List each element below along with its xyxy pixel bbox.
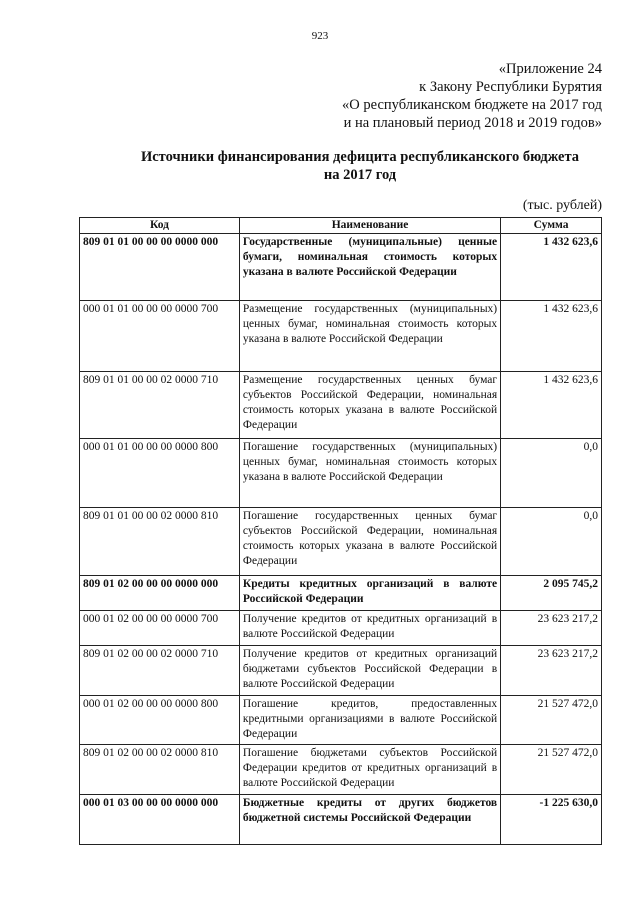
table-row — [80, 234, 602, 301]
row-code: 000 01 02 00 00 00 0000 700 — [80, 611, 240, 646]
row-sum: 1 432 623,6 — [501, 372, 602, 439]
row-sum: 23 623 217,2 — [501, 611, 602, 646]
row-code: 000 01 02 00 00 00 0000 800 — [80, 696, 240, 745]
row-name: Государственные (муниципальные) ценные бумаги, номинальная стоимость которых указана в валюте Российской Федерации — [239, 234, 500, 301]
header-code: Код — [80, 218, 240, 234]
table-row — [80, 696, 602, 745]
header-sum: Сумма — [501, 218, 602, 234]
appendix-line-3: «О республиканском бюджете на 2017 год — [342, 97, 602, 113]
row-sum: 21 527 472,0 — [501, 696, 602, 745]
appendix-reference — [342, 60, 602, 132]
row-code: 809 01 01 00 00 02 0000 810 — [80, 508, 240, 576]
row-code: 809 01 01 00 00 02 0000 710 — [80, 372, 240, 439]
table-row — [80, 508, 602, 576]
row-sum: 2 095 745,2 — [501, 576, 602, 611]
financing-sources-table — [79, 217, 602, 845]
row-name: Погашение государственных ценных бумаг субъектов Российской Федерации, номинальная стоимость которых указана в валюте Российской Федерации — [239, 508, 500, 576]
table-row — [80, 611, 602, 646]
row-code: 809 01 02 00 00 02 0000 710 — [80, 646, 240, 696]
row-sum: 0,0 — [501, 508, 602, 576]
row-code: 809 01 02 00 00 00 0000 000 — [80, 576, 240, 611]
row-code: 000 01 01 00 00 00 0000 800 — [80, 439, 240, 508]
table-row — [80, 372, 602, 439]
row-sum: 1 432 623,6 — [501, 301, 602, 372]
row-sum: -1 225 630,0 — [501, 795, 602, 845]
row-name: Получение кредитов от кредитных организаций в валюте Российской Федерации — [239, 611, 500, 646]
row-name: Погашение бюджетами субъектов Российской Федерации кредитов от кредитных организаций в валюте Российской Федерации — [239, 745, 500, 795]
appendix-line-2: к Закону Республики Бурятия — [419, 79, 602, 95]
row-sum: 0,0 — [501, 439, 602, 508]
table-row — [80, 576, 602, 611]
row-code: 809 01 01 00 00 00 0000 000 — [80, 234, 240, 301]
row-sum: 23 623 217,2 — [501, 646, 602, 696]
header-name: Наименование — [239, 218, 500, 234]
table-row — [80, 646, 602, 696]
row-code: 000 01 03 00 00 00 0000 000 — [80, 795, 240, 845]
table-row — [80, 439, 602, 508]
row-name: Погашение кредитов, предоставленных кредитными организациями в валюте Российской Федерации — [239, 696, 500, 745]
row-sum: 21 527 472,0 — [501, 745, 602, 795]
row-code: 000 01 01 00 00 00 0000 700 — [80, 301, 240, 372]
table-row — [80, 745, 602, 795]
appendix-line-4: и на плановый период 2018 и 2019 годов» — [343, 115, 602, 131]
table-row — [80, 301, 602, 372]
appendix-line-1: «Приложение 24 — [498, 61, 602, 77]
units-label: (тыс. рублей) — [522, 198, 602, 213]
table-row — [80, 795, 602, 845]
row-name: Размещение государственных ценных бумаг субъектов Российской Федерации, номинальная стоимость которых указана в валюте Российской Федерации — [239, 372, 500, 439]
row-name: Размещение государственных (муниципальных) ценных бумаг, номинальная стоимость которых указана в валюте Российской Федерации — [239, 301, 500, 372]
table-header-row — [80, 218, 602, 234]
document-title — [120, 148, 600, 184]
page-number: 923 — [311, 30, 329, 42]
row-name: Кредиты кредитных организаций в валюте Российской Федерации — [239, 576, 500, 611]
row-name: Бюджетные кредиты от других бюджетов бюджетной системы Российской Федерации — [239, 795, 500, 845]
row-name: Получение кредитов от кредитных организаций бюджетами субъектов Российской Федерации в валюте Российской Федерации — [239, 646, 500, 696]
title-line-2: на 2017 год — [323, 167, 397, 183]
row-sum: 1 432 623,6 — [501, 234, 602, 301]
row-code: 809 01 02 00 00 02 0000 810 — [80, 745, 240, 795]
title-line-1: Источники финансирования дефицита республиканского бюджета — [140, 149, 580, 165]
row-name: Погашение государственных (муниципальных) ценных бумаг, номинальная стоимость которых указана в валюте Российской Федерации — [239, 439, 500, 508]
